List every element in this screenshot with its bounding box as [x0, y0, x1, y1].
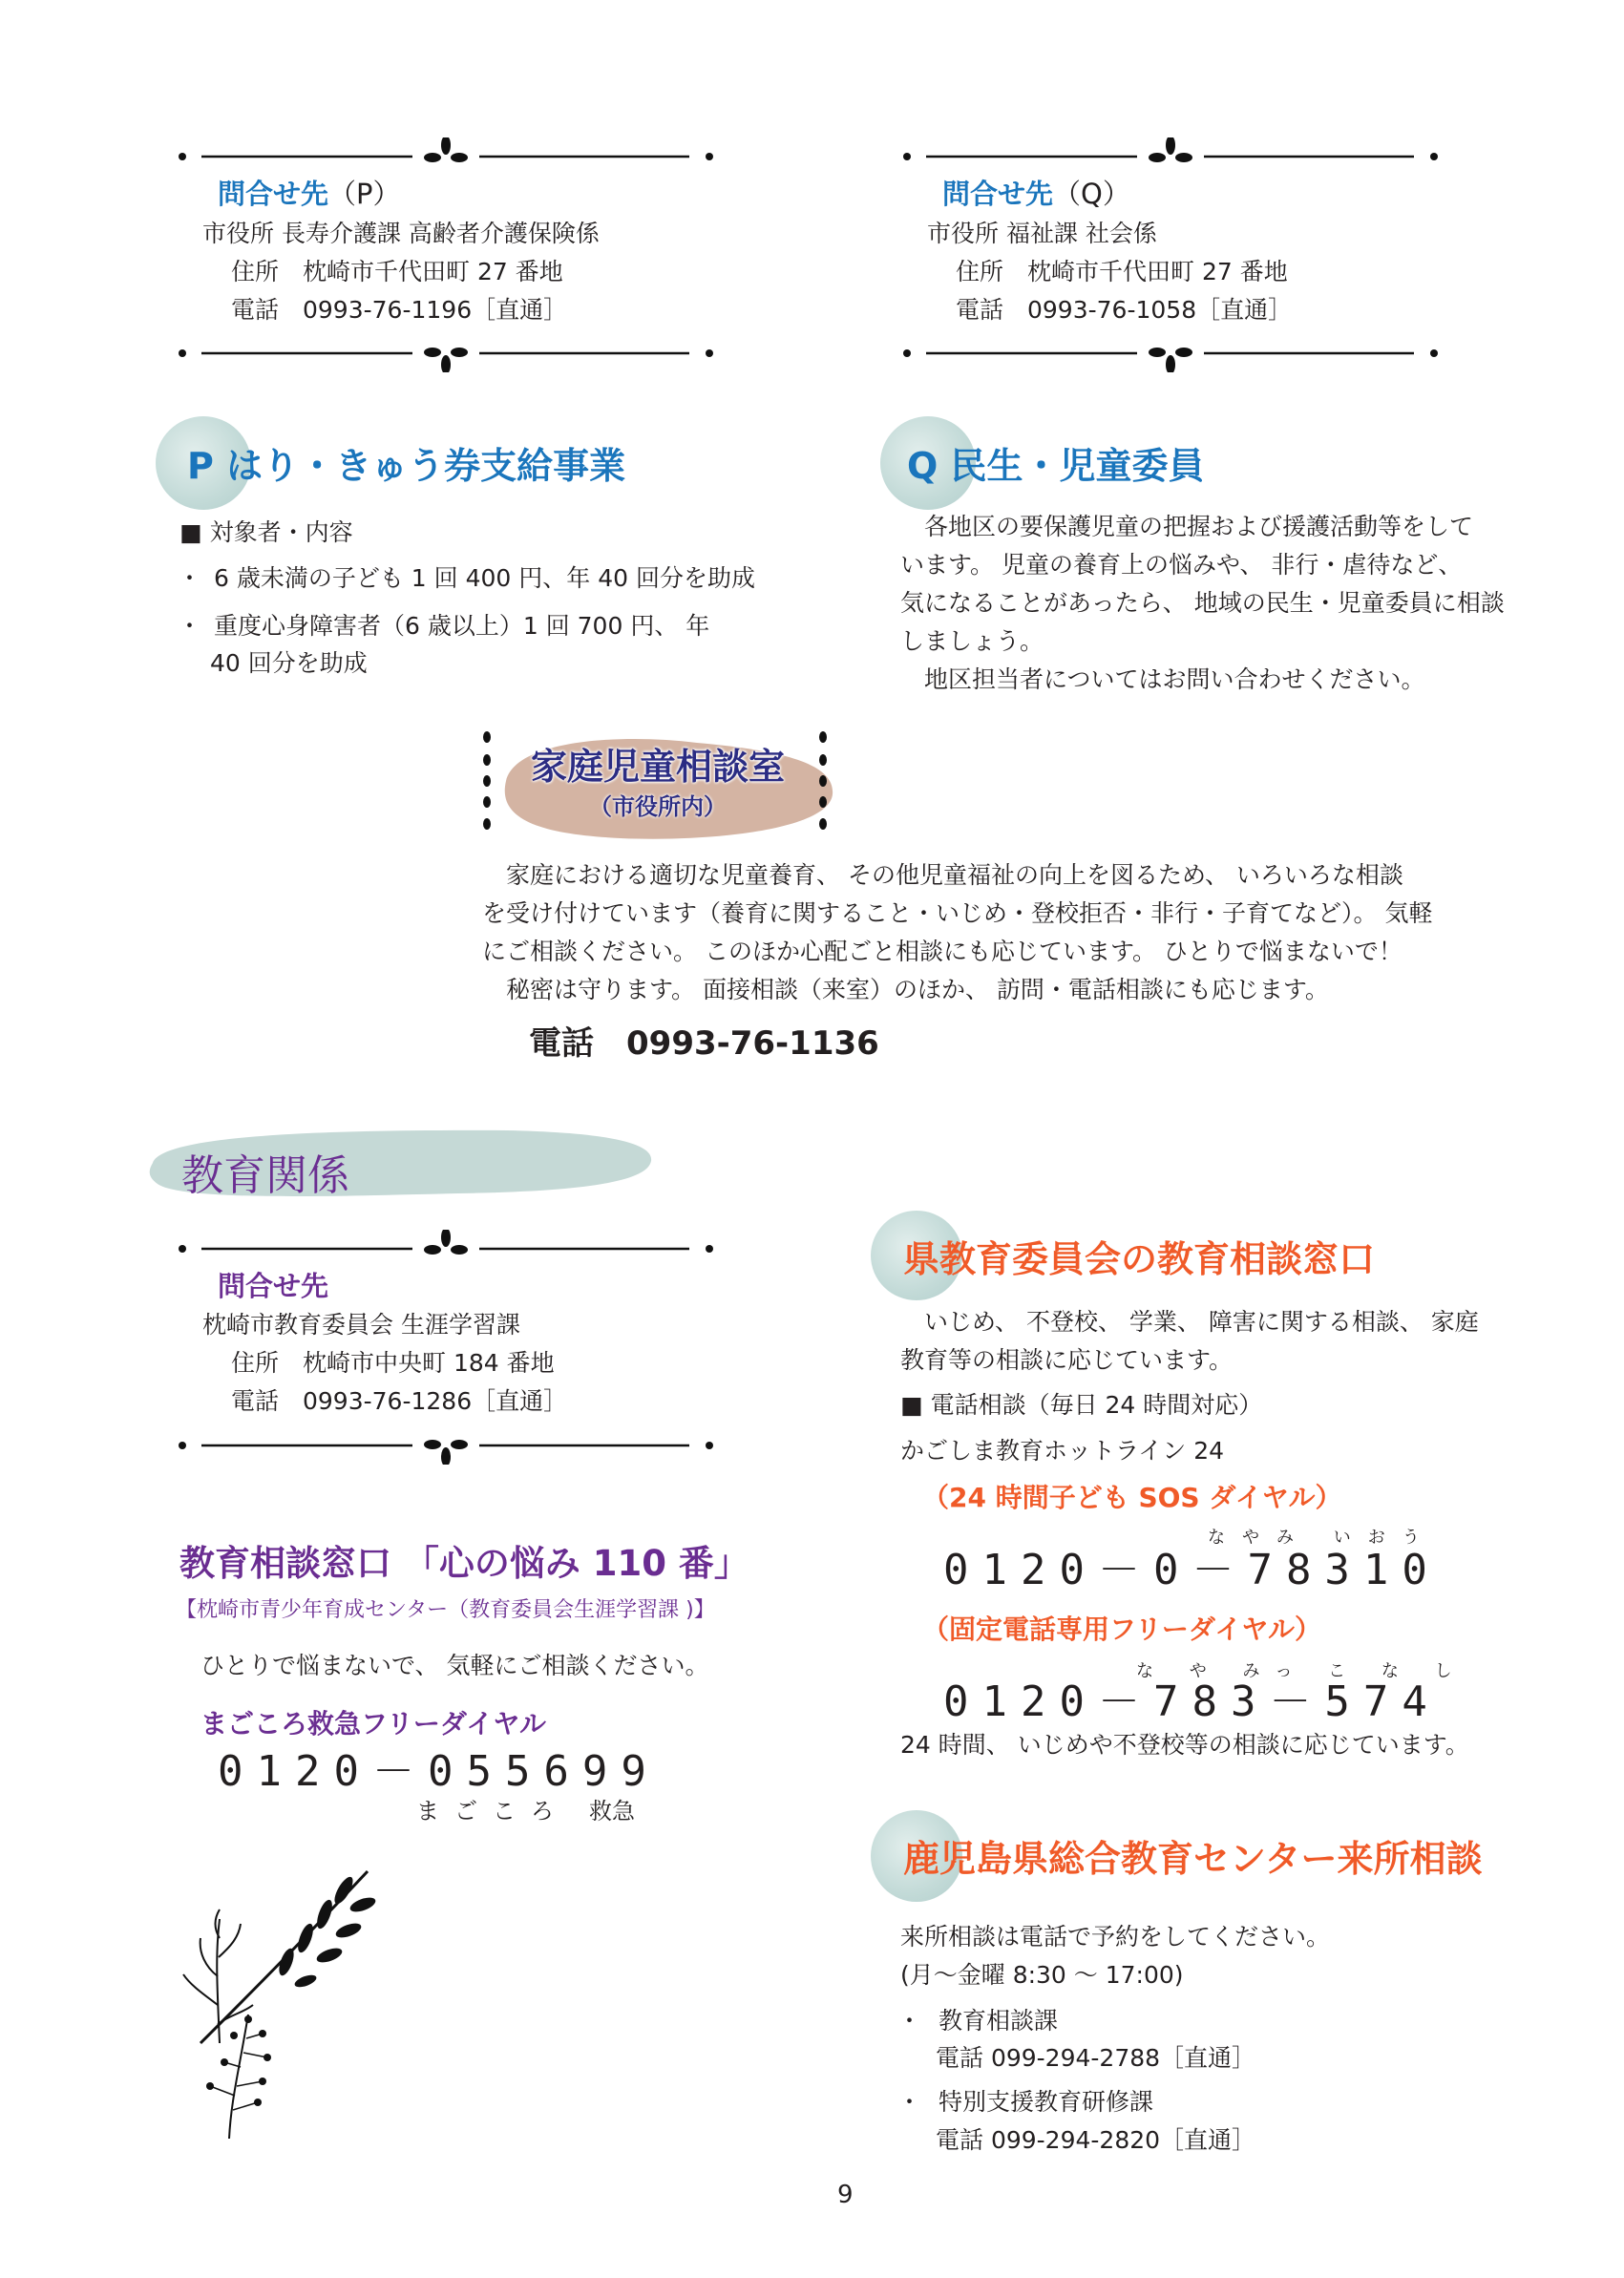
center-item-name: 教育相談課 — [939, 2007, 1059, 2035]
family-phone: 電話 0993-76-1136 — [529, 1024, 879, 1063]
contact-suffix: （Q） — [1053, 178, 1130, 210]
contact-q-address: 住所 枕崎市千代田町 27 番地 — [956, 258, 1288, 285]
ornament-divider — [179, 334, 713, 372]
center-item-phone: 電話 099-294-2788［直通］ — [936, 2044, 1256, 2072]
dial-number: 0120－055699 — [218, 1747, 660, 1796]
text-line: 教育等の相談に応じています。 — [900, 1346, 1234, 1374]
section-q-text — [900, 508, 1511, 699]
window-org: 【枕崎市青少年育成センター（教育委員会生涯学習課 )】 — [176, 1598, 715, 1622]
dial-ruby-kyukyu: 救急 — [589, 1798, 635, 1825]
text-line: にご相談ください。 このほか心配ごと相談にも応じています。 ひとりで悩まないで！ — [482, 938, 1403, 965]
contact-q-dept: 市役所 福祉課 社会係 — [927, 220, 1157, 247]
bullet-dot: ・ — [178, 564, 202, 592]
contact-p-phone: 電話 0993-76-1196［直通］ — [231, 296, 568, 324]
education-heading: 教育関係 — [181, 1151, 349, 1200]
contact-p-address: 住所 枕崎市千代田町 27 番地 — [231, 258, 563, 285]
text-line: 各地区の要保護児童の把握および援護活動等をして — [900, 513, 1474, 540]
center-line: 来所相談は電話で予約をしてください。 — [900, 1923, 1331, 1951]
section-p-subhead: ■ 対象者・内容 — [179, 518, 353, 546]
contact-heading: 問合せ先 — [218, 178, 329, 210]
contact-q-phone: 電話 0993-76-1058［直通］ — [956, 296, 1293, 324]
pref-hotline: かごしま教育ホットライン 24 — [900, 1437, 1225, 1465]
window-note: ひとりで悩まないで、 気軽にご相談ください。 — [200, 1652, 709, 1679]
contact-p-dept: 市役所 長寿介護課 高齢者介護保険係 — [202, 220, 600, 247]
ornament-divider — [903, 137, 1438, 176]
bullet-dot: ・ — [897, 2088, 922, 2116]
text-line: います。 児童の養育上の悩みや、 非行・虐待など、 — [900, 551, 1463, 579]
dial-ruby-magokoro: まごころ — [416, 1798, 569, 1825]
section-p-bullet: 重度心身障害者（6 歳以上）1 回 700 円、 年 — [214, 612, 710, 640]
window-title: 教育相談窓口 「心の悩み 110 番」 — [179, 1543, 749, 1584]
text-line: を受け付けています（養育に関すること・いじめ・登校拒否・非行・子育てなど）。 気軽 — [482, 899, 1433, 927]
education-contact-heading: 問合せ先 — [218, 1270, 329, 1302]
sos-number: 0120－0－78310 — [943, 1546, 1441, 1594]
family-text — [482, 856, 1446, 1009]
text-line: 地区担当者についてはお問い合わせください。 — [900, 665, 1425, 693]
ornament-divider — [179, 1230, 713, 1268]
pref-title: 県教育委員会の教育相談窓口 — [903, 1238, 1376, 1280]
center-title: 鹿児島県総合教育センター来所相談 — [903, 1838, 1483, 1880]
page-number: 9 — [837, 2181, 854, 2209]
education-contact-address: 住所 枕崎市中央町 184 番地 — [231, 1349, 555, 1377]
sos-ruby: なやみ いおう — [1208, 1528, 1437, 1548]
pref-text — [900, 1303, 1511, 1380]
ornament-divider — [903, 334, 1438, 372]
plant-illustration-icon — [172, 1862, 391, 2148]
free-ruby: な や みっ こ な し — [1136, 1661, 1467, 1681]
center-item-name: 特別支援教育研修課 — [939, 2088, 1154, 2116]
text-line: 気になることがあったら、 地域の民生・児童委員に相談 — [900, 589, 1505, 617]
contact-p-heading — [218, 180, 401, 208]
pref-note: 24 時間、 いじめや不登校等の相談に応じています。 — [900, 1731, 1469, 1759]
dial-label: まごころ救急フリーダイヤル — [200, 1708, 547, 1740]
family-title: 家庭児童相談室 — [530, 746, 785, 788]
section-p-title: P はり・きゅう券支給事業 — [187, 445, 626, 487]
family-subtitle: （市役所内） — [589, 793, 727, 820]
text-line: 秘密は守ります。 面接相談（来室）のほか、 訪問・電話相談にも応じます。 — [482, 976, 1329, 1003]
text-line: 家庭における適切な児童養育、 その他児童福祉の向上を図るため、 いろいろな相談 — [482, 861, 1403, 889]
ornament-divider — [179, 137, 713, 176]
ornament-divider — [179, 1426, 713, 1465]
bullet-dot: ・ — [897, 2007, 922, 2035]
sos-label: （24 時間子ども SOS ダイヤル） — [922, 1482, 1342, 1513]
contact-heading: 問合せ先 — [942, 178, 1054, 210]
text-line: しましょう。 — [900, 627, 1044, 655]
section-p-bullet: 6 歳未満の子ども 1 回 400 円、年 40 回分を助成 — [214, 564, 755, 592]
free-label: （固定電話専用フリーダイヤル） — [922, 1614, 1322, 1645]
education-contact-phone: 電話 0993-76-1286［直通］ — [231, 1387, 568, 1415]
section-p-bullet-cont: 40 回分を助成 — [210, 649, 368, 677]
section-q-title: Q 民生・児童委員 — [907, 445, 1205, 487]
contact-q-heading — [942, 180, 1130, 208]
center-item-phone: 電話 099-294-2820［直通］ — [936, 2126, 1256, 2154]
education-contact-dept: 枕崎市教育委員会 生涯学習課 — [202, 1311, 520, 1339]
pref-subhead: ■ 電話相談（毎日 24 時間対応） — [900, 1391, 1263, 1419]
center-line: (月～金曜 8:30 ～ 17:00) — [900, 1961, 1184, 1989]
text-line: いじめ、 不登校、 学業、 障害に関する相談、 家庭 — [900, 1308, 1479, 1336]
contact-suffix: （P） — [328, 178, 401, 210]
bullet-dot: ・ — [178, 612, 202, 640]
free-number: 0120－783－574 — [943, 1677, 1441, 1726]
